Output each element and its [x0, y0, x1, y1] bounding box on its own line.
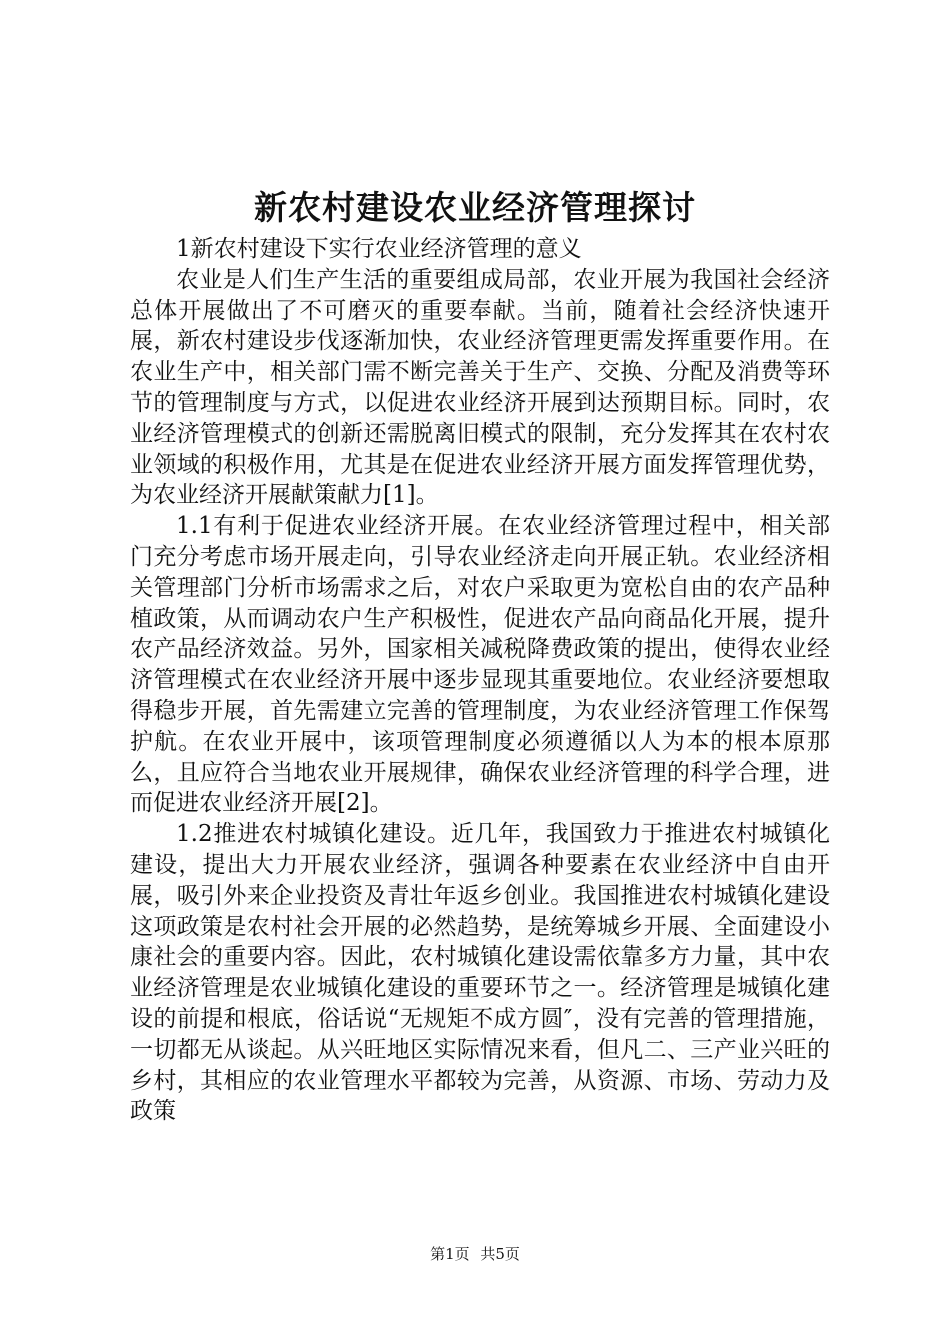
page-number: 第1页	[430, 1245, 470, 1263]
paragraph: 农业是人们生产生活的重要组成局部，农业开展为我国社会经济总体开展做出了不可磨灭的重要奉献。当前，随着社会经济快速开展，新农村建设步伐逐渐加快，农业经济管理更需发挥重要作用。在农业生产中，相关部门需不断完善关于生产、交换、分配及消费等环节的管理制度与方式，以促进农业经济开展到达预期目标。同时，农业经济管理模式的创新还需脱离旧模式的限制，充分发挥其在农村农业领域的积极作用，尤其是在促进农业经济开展方面发挥管理优势，为农业经济开展献策献力[1]。	[130, 266, 830, 509]
paragraph: 1.2推进农村城镇化建设。近几年，我国致力于推进农村城镇化建设，提出大力开展农业经济，强调各种要素在农业经济中自由开展，吸引外来企业投资及青壮年返乡创业。我国推进农村城镇化建设这项政策是农村社会开展的必然趋势，是统筹城乡开展、全面建设小康社会的重要内容。因此，农村城镇化建设需依靠多方力量，其中农业经济管理是农业城镇化建设的重要环节之一。经济管理是城镇化建设的前提和根底，俗话说“无规矩不成方圆″，没有完善的管理措施，一切都无从谈起。从兴旺地区实际情况来看，但凡二、三产业兴旺的乡村，其相应的农业管理水平都较为完善，从资源、市场、劳动力及政策	[130, 821, 830, 1125]
page-footer	[0, 1244, 950, 1264]
paragraph: 1.1有利于促进农业经济开展。在农业经济管理过程中，相关部门充分考虑市场开展走向，引导农业经济走向开展正轨。农业经济相关管理部门分析市场需求之后，对农户采取更为宽松自由的农产品种植政策，从而调动农户生产积极性，促进农产品向商品化开展，提升农产品经济效益。另外，国家相关减税降费政策的提出，使得农业经济管理模式在农业经济开展中逐步显现其重要地位。农业经济要想取得稳步开展，首先需建立完善的管理制度，为农业经济管理工作保驾护航。在农业开展中，该项管理制度必须遵循以人为本的根本原那么，且应符合当地农业开展规律，确保农业经济管理的科学合理，进而促进农业经济开展[2]。	[130, 513, 830, 817]
page-total: 共5页	[480, 1245, 520, 1263]
section-heading: 1新农村建设下实行农业经济管理的意义	[176, 236, 582, 262]
document-title: 新农村建设农业经济管理探讨	[254, 188, 696, 227]
document-body	[130, 234, 830, 1127]
